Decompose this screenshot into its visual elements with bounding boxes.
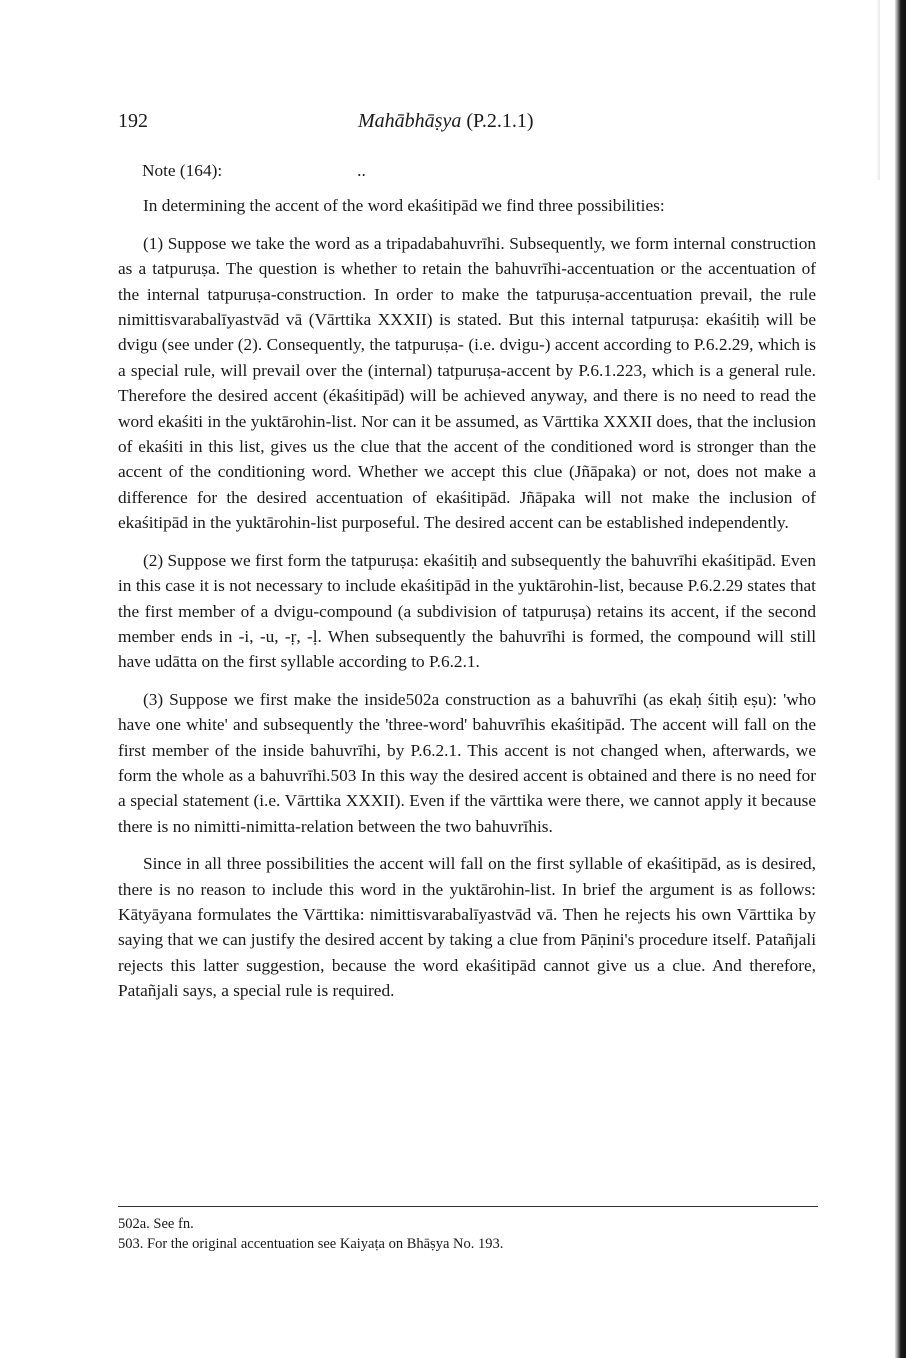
running-title bbox=[358, 110, 534, 133]
footnote-503: 503. For the original accentuation see Kaiyaṭa on Bhāṣya No. 193. bbox=[118, 1236, 504, 1252]
note-heading bbox=[118, 158, 816, 183]
footnote-divider bbox=[118, 1206, 818, 1207]
note-heading-text: Note (164): bbox=[142, 161, 223, 180]
intro-paragraph: In determining the accent of the word ekaśitipād we find three possibilities: bbox=[143, 196, 665, 216]
paragraph-possibility-2: (2) Suppose we first form the tatpuruṣa: ekaśitiḥ and subsequently the bahuvrīhi ekaśitipād. Even in this case it is not necessary to include ekaśitipād in the yuktārohin-list, because P.6.2.29 states that the first member of a dvigu-compound (a subdivision of tatpuruṣa) retains its accent, if the second member ends in -i, -u, -ṛ, -ḷ. When subsequently the bahuvrīhi is formed, the compound will still have udātta on the first syllable according to P.6.2.1. bbox=[118, 550, 816, 672]
paragraph-possibility-3: (3) Suppose we first make the inside502a construction as a bahuvrīhi (as ekaḥ śitiḥ eṣu): 'who have one white' and subsequently the 'three-word' bahuvrīhis ekaśitipād. The accent will fall on the first member of the inside bahuvrīhi, by P.6.2.1. This accent is not changed when, afterwards, we form the whole as a bahuvrīhi.503 In this way the desired accent is obtained and there is no need for a special statement (i.e. Vārttika XXXII). Even if the vārttika were there, we cannot apply it because there is no nimitti-nimitta-relation between the two bahuvrīhis. bbox=[118, 689, 816, 836]
paragraph-possibility-1: (1) Suppose we take the word as a tripadabahuvrīhi. Subsequently, we form internal construction as a tatpuruṣa. The question is whether to retain the bahuvrīhi-accentuation or the accentuation of the internal tatpuruṣa-construction. In order to make the tatpuruṣa-accentuation prevail, the rule nimittisvarabalīyastvād vā (Vārttika XXXII) is stated. But this internal tatpuruṣa: ekaśitiḥ will be dvigu (see under (2). Consequently, the tatpuruṣa- (i.e. dvigu-) accent according to P.6.2.29, which is a special rule, will prevail over the (internal) tatpuruṣa-accent by P.6.1.223, which is a general rule. Therefore the desired accent (ékaśitipād) will be achieved anyway, and there is no need to read the word ekaśiti in the yuktārohin-list. Nor can it be assumed, as Vārttika XXXII does, that the inclusion of ekaśiti in this list, gives us the clue that the accent of the conditioned word is stronger than the accent of the conditioning word. Whether we accept this clue (Jñāpaka) or not, does not make a difference for the desired accentuation of ekaśitipād. Jñāpaka will not make the inclusion of ekaśitipād in the yuktārohin-list purposeful. The desired accent can be established independently. bbox=[118, 233, 816, 533]
page-number: 192 bbox=[118, 110, 148, 132]
scan-edge-shadow bbox=[880, 0, 906, 1358]
main-text bbox=[118, 158, 816, 1016]
running-title-italic: Mahābhāṣya bbox=[358, 110, 462, 132]
note-mark: .. bbox=[357, 161, 366, 180]
running-title-ref: (P.2.1.1) bbox=[466, 110, 534, 132]
footnotes bbox=[118, 1214, 818, 1254]
paragraph-conclusion: Since in all three possibilities the accent will fall on the first syllable of ekaśitipād, as is desired, there is no reason to include this word in the yuktārohin-list. In brief the argument is as follows: Kātyāyana formulates the Vārttika: nimittisvarabalīyastvād vā. Then he rejects his own Vārttika by saying that we can justify the desired accent by taking a clue from Pāṇini's procedure itself. Patañjali rejects this latter suggestion, because the word ekaśitipād cannot give us a clue. And therefore, Patañjali says, a special rule is required. bbox=[118, 854, 816, 1001]
running-header bbox=[118, 110, 818, 140]
footnote-502a: 502a. See fn. bbox=[118, 1216, 194, 1232]
